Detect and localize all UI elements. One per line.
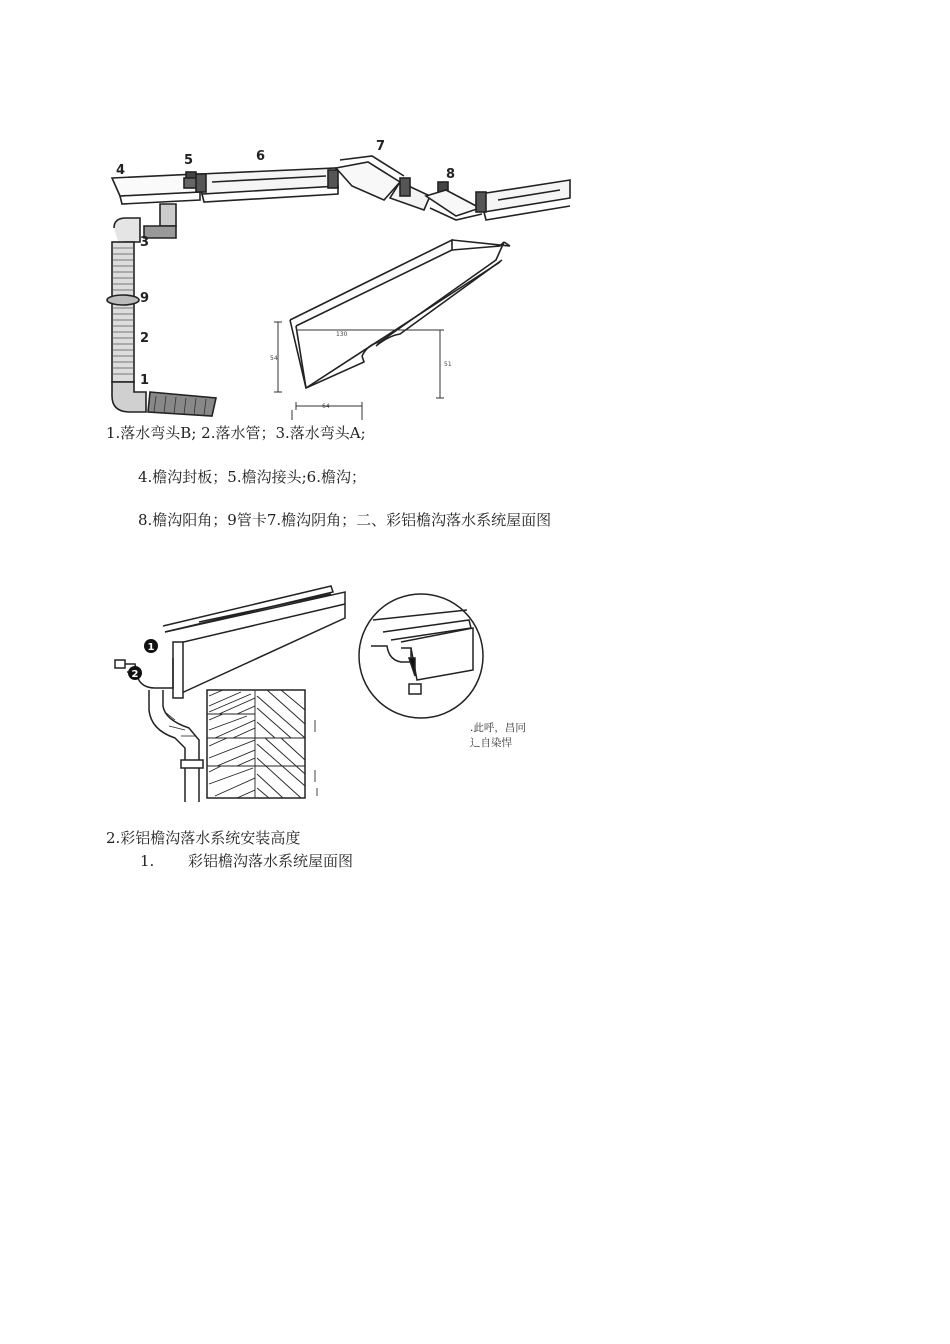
figure-note-line-2: ⻌自染悍: [470, 737, 512, 749]
callout-7: 7: [376, 139, 386, 154]
roof-gutter-installation-figure: [105, 580, 485, 802]
caption-line-3: 8.檐沟阳角；9管卡7.檐沟阴角；二、彩铝檐沟落水系统屋面图: [138, 511, 552, 529]
section-heading: 2.彩铝檐沟落水系统安装高度: [106, 829, 301, 847]
callout-9: 9: [140, 291, 150, 306]
dimension-base-label: 64: [322, 403, 330, 410]
caption-line-1: 1.落水弯头B; 2.落水管；3.落水弯头A;: [106, 424, 366, 442]
figure-note-line-1: .此呼，昌冋: [470, 722, 526, 734]
list-item-number: 1.: [140, 852, 155, 870]
callout-8: 8: [446, 167, 456, 182]
marker-1: 1: [147, 642, 155, 653]
callout-6: 6: [256, 149, 266, 164]
marker-2: 2: [131, 669, 139, 680]
callout-3: 3: [140, 235, 150, 250]
dimension-height-right-label: 51: [444, 361, 452, 368]
caption-line-2: 4.檐沟封板；5.檐沟接头;6.檐沟；: [138, 468, 366, 486]
callout-2: 2: [140, 331, 150, 346]
dimension-width-label: 130: [336, 331, 348, 338]
dimension-height-left-label: 54: [270, 355, 278, 362]
callout-4: 4: [116, 163, 126, 178]
list-item-text: 彩铝檐沟落水系统屋面图: [188, 852, 354, 870]
callout-1: 1: [140, 373, 150, 388]
gutter-components-figure: [100, 130, 580, 420]
callout-5: 5: [184, 153, 194, 168]
